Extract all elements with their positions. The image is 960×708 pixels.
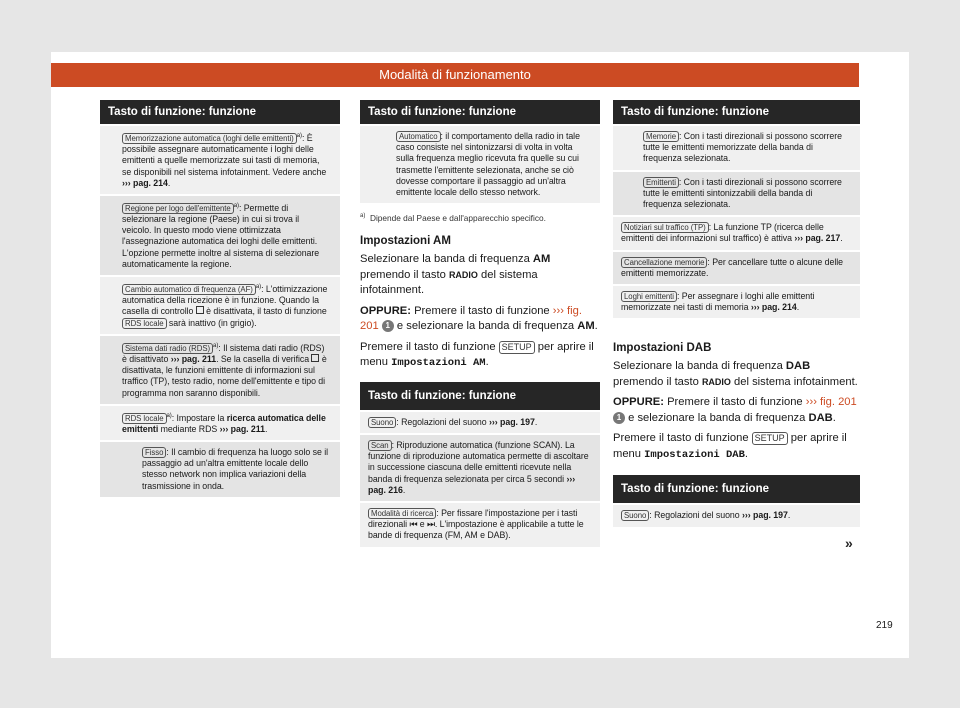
- list-item: [613, 286, 860, 318]
- footnote-text: Dipende dal Paese e dall'apparecchio specifico.: [369, 213, 546, 224]
- text: Premere il tasto di funzione: [613, 432, 752, 445]
- text: per aprire il menu: [613, 432, 847, 460]
- item-text: .: [402, 484, 406, 495]
- item-text: : Permette di selezionare la regione (Paese) in cui si trova il veicolo. In questo modo viene ottimizzata l'assegnazione automatica dei loghi delle emittenti. L'opzione permette inoltre al sistema di selezionare automaticamente la regione.: [122, 202, 320, 269]
- list-item: [360, 412, 600, 433]
- radio-button-label: RADIO: [448, 269, 478, 280]
- item-text: .: [787, 510, 791, 521]
- footnote-ref: a): [233, 202, 239, 209]
- paragraph: [360, 304, 600, 335]
- item-text: .: [534, 416, 538, 427]
- item-text: . Se la casella di verifica: [216, 353, 312, 364]
- footnote-ref: a): [296, 133, 302, 139]
- item-text: : Per assegnare i loghi alle emittenti memorizzate nei tasti di memoria: [621, 291, 815, 313]
- column-3: [613, 100, 860, 527]
- band-name: AM: [577, 320, 595, 333]
- figure-ref[interactable]: ››› fig. 201: [360, 304, 582, 333]
- function-key[interactable]: Cambio automatico di frequenza (AF): [122, 284, 256, 295]
- page-ref[interactable]: ››› pag. 216: [368, 473, 576, 495]
- text: e selezionare la banda di frequenza: [625, 411, 809, 424]
- text: OPPURE:: [613, 396, 664, 409]
- text: .: [832, 411, 836, 424]
- item-text: : La funzione TP (ricerca delle emittenti dei informazioni sul traffico) è attiva: [621, 222, 824, 244]
- item-text: : Con i tasti direzionali si possono scorrere tutte le emittenti sintonizzabili della banda di frequenza selezionata.: [643, 176, 842, 210]
- item-text: sarà inattivo (in grigio).: [166, 317, 257, 328]
- list-item: [613, 505, 860, 526]
- text: premendo il tasto: [360, 268, 449, 281]
- function-key[interactable]: Scan: [368, 440, 392, 451]
- item-text: .: [167, 177, 171, 188]
- text: Selezionare la banda di frequenza: [360, 253, 533, 266]
- menu-name: Impostazioni DAB: [644, 448, 745, 461]
- paragraph: [613, 431, 860, 463]
- menu-name: Impostazioni AM: [391, 357, 486, 370]
- text: Premere il tasto di funzione: [663, 396, 806, 409]
- band-name: DAB: [808, 411, 833, 424]
- list-item: [613, 172, 860, 216]
- page-ref[interactable]: ››› pag. 197: [489, 416, 535, 427]
- item-text: .: [264, 423, 268, 434]
- function-key[interactable]: Regione per logo dell'emittente: [122, 203, 234, 214]
- page-title: Modalità di funzionamento: [51, 63, 859, 87]
- text: Selezionare la banda di frequenza: [613, 360, 786, 373]
- text: OPPURE:: [360, 304, 411, 317]
- list-item: [100, 406, 340, 440]
- item-text: : Regolazioni del suono: [396, 416, 489, 427]
- list-item: [100, 196, 340, 275]
- list-item: [100, 126, 340, 194]
- table-title: Tasto di funzione: funzione: [360, 382, 600, 410]
- text: del sistema infotainment.: [730, 375, 858, 388]
- page-ref[interactable]: ››› pag. 214: [750, 302, 797, 313]
- footnote-ref: a): [213, 342, 219, 349]
- list-item: [613, 217, 860, 249]
- callout-number: 1: [613, 412, 625, 424]
- function-key[interactable]: Modalità di ricerca: [368, 508, 436, 519]
- paragraph: [613, 359, 860, 390]
- function-key[interactable]: Sistema dati radio (RDS): [122, 343, 213, 354]
- function-key[interactable]: RDS locale: [122, 413, 167, 424]
- paragraph: [613, 395, 860, 426]
- setup-key[interactable]: SETUP: [752, 432, 788, 445]
- item-text: mediante RDS: [158, 423, 220, 434]
- item-text: è disattivata, il tasto di funzione: [203, 306, 327, 317]
- item-text-bold: ricerca automatica delle emittenti: [122, 412, 326, 434]
- section-heading: Impostazioni DAB: [613, 342, 712, 355]
- item-text: : Il cambio di frequenza ha luogo solo se il passaggio ad un'altra emittente locale dello stesso network non implica variazioni della trasmissione in onda.: [142, 447, 329, 491]
- function-key[interactable]: Suono: [368, 417, 396, 428]
- band-name: AM: [532, 253, 551, 266]
- list-item: [613, 252, 860, 284]
- footnote-mark: a): [360, 213, 366, 220]
- function-key[interactable]: Notiziari sul traffico (TP): [621, 222, 709, 233]
- callout-number: 1: [382, 320, 394, 332]
- paragraph: [360, 252, 600, 299]
- checkbox-icon: [196, 306, 204, 314]
- item-text: : Per cancellare tutte o alcune delle emittenti memorizzate.: [621, 256, 843, 278]
- item-text: : Con i tasti direzionali si possono scorrere tutte le emittenti memorizzate della banda di frequenza selezionata.: [643, 131, 842, 164]
- setup-key[interactable]: SETUP: [499, 341, 535, 354]
- item-text: .: [796, 302, 800, 313]
- list-item: [100, 336, 340, 404]
- text: .: [744, 447, 749, 460]
- page-ref[interactable]: ››› pag. 211: [219, 423, 265, 434]
- function-key[interactable]: Suono: [621, 510, 649, 521]
- list-item: [360, 126, 600, 203]
- item-text: : Impostare la: [171, 412, 227, 423]
- list-item: [100, 442, 340, 497]
- text: premendo il tasto: [613, 375, 702, 388]
- function-key[interactable]: Memorizzazione automatica (loghi delle emittenti): [122, 133, 297, 144]
- function-key[interactable]: RDS locale: [122, 318, 167, 329]
- footnote: [360, 213, 600, 223]
- page-ref[interactable]: ››› pag. 211: [170, 353, 217, 364]
- page-ref[interactable]: ››› pag. 217: [794, 233, 841, 244]
- table-title: Tasto di funzione: funzione: [360, 100, 600, 124]
- page-number: 219: [876, 620, 893, 631]
- item-text: : Per fissare l'impostazione per i tasti direzionali ⏮ e ⏭. L'impostazione è applicabile a tutte le bande di frequenza (FM, AM e DAB).: [368, 507, 584, 541]
- footnote-ref: a): [255, 284, 262, 291]
- text: .: [594, 320, 598, 333]
- function-key[interactable]: Cancellazione memorie: [621, 257, 707, 268]
- function-key[interactable]: Fisso: [142, 447, 166, 458]
- table-title: Tasto di funzione: funzione: [613, 100, 860, 124]
- list-item: [100, 277, 340, 334]
- function-key[interactable]: Loghi emittenti: [621, 291, 677, 302]
- radio-button-label: RADIO: [701, 376, 731, 387]
- function-key[interactable]: Automatico: [396, 131, 441, 142]
- item-text: : L'ottimizzazione automatica della ricezione è in funzione. Quando la casella di controllo: [122, 284, 328, 317]
- list-item: [360, 503, 600, 547]
- text: per aprire il menu: [360, 340, 594, 369]
- text: .: [485, 356, 489, 369]
- section-heading: Impostazioni AM: [360, 235, 451, 248]
- item-text: è disattivata, le funzioni emittente di informazioni sul traffico (TP), testo radio, nome dell'emittente e tipo di programma non saranno disponibili.: [122, 353, 327, 398]
- list-item: [360, 435, 600, 501]
- figure-ref[interactable]: ››› fig. 201: [805, 396, 857, 409]
- band-name: DAB: [785, 360, 811, 373]
- footnote-ref: a): [166, 412, 172, 419]
- item-text: .: [840, 233, 843, 244]
- table-title: Tasto di funzione: funzione: [613, 475, 860, 503]
- column-1: [100, 100, 340, 497]
- page-ref[interactable]: ››› pag. 214: [122, 177, 168, 188]
- item-text: : Il sistema dati radio (RDS) è disattivato: [122, 342, 325, 364]
- function-key[interactable]: Memorie: [643, 131, 679, 142]
- list-item: [613, 126, 860, 170]
- text: Premere il tasto di funzione: [360, 340, 499, 353]
- text: del sistema infotainment.: [360, 268, 538, 297]
- text: Premere il tasto di funzione: [410, 304, 553, 317]
- page-ref[interactable]: ››› pag. 197: [742, 510, 788, 521]
- column-2: [360, 100, 600, 547]
- paragraph: [360, 340, 600, 372]
- item-text: : È possibile assegnare automaticamente i loghi delle emittenti a quelle memorizzate sui tasti di memoria, se disponibili nel sistema infotainment. Vedere anche: [122, 132, 327, 177]
- item-text: : il comportamento della radio in tale caso consiste nel sintonizzarsi di volta in volta sulla frequenza meglio ricevuta fra quelle su cui trasmette l'emittente selezionata, anche se ciò dovesse comportare il passaggio ad un'altra emittente locale dello stesso network.: [396, 131, 580, 198]
- text: e selezionare la banda di frequenza: [393, 320, 578, 333]
- function-key[interactable]: Emittenti: [643, 177, 679, 188]
- continue-arrow-icon: »: [845, 535, 853, 551]
- item-text: : Riproduzione automatica (funzione SCAN). La funzione di riproduzione automatica permette di ascoltare in successione ciascuna delle emittenti ricevute nella banda di frequenza selezionata per circa 5 secondi: [368, 439, 589, 484]
- item-text: : Regolazioni del suono: [649, 510, 742, 521]
- table-title: Tasto di funzione: funzione: [100, 100, 340, 124]
